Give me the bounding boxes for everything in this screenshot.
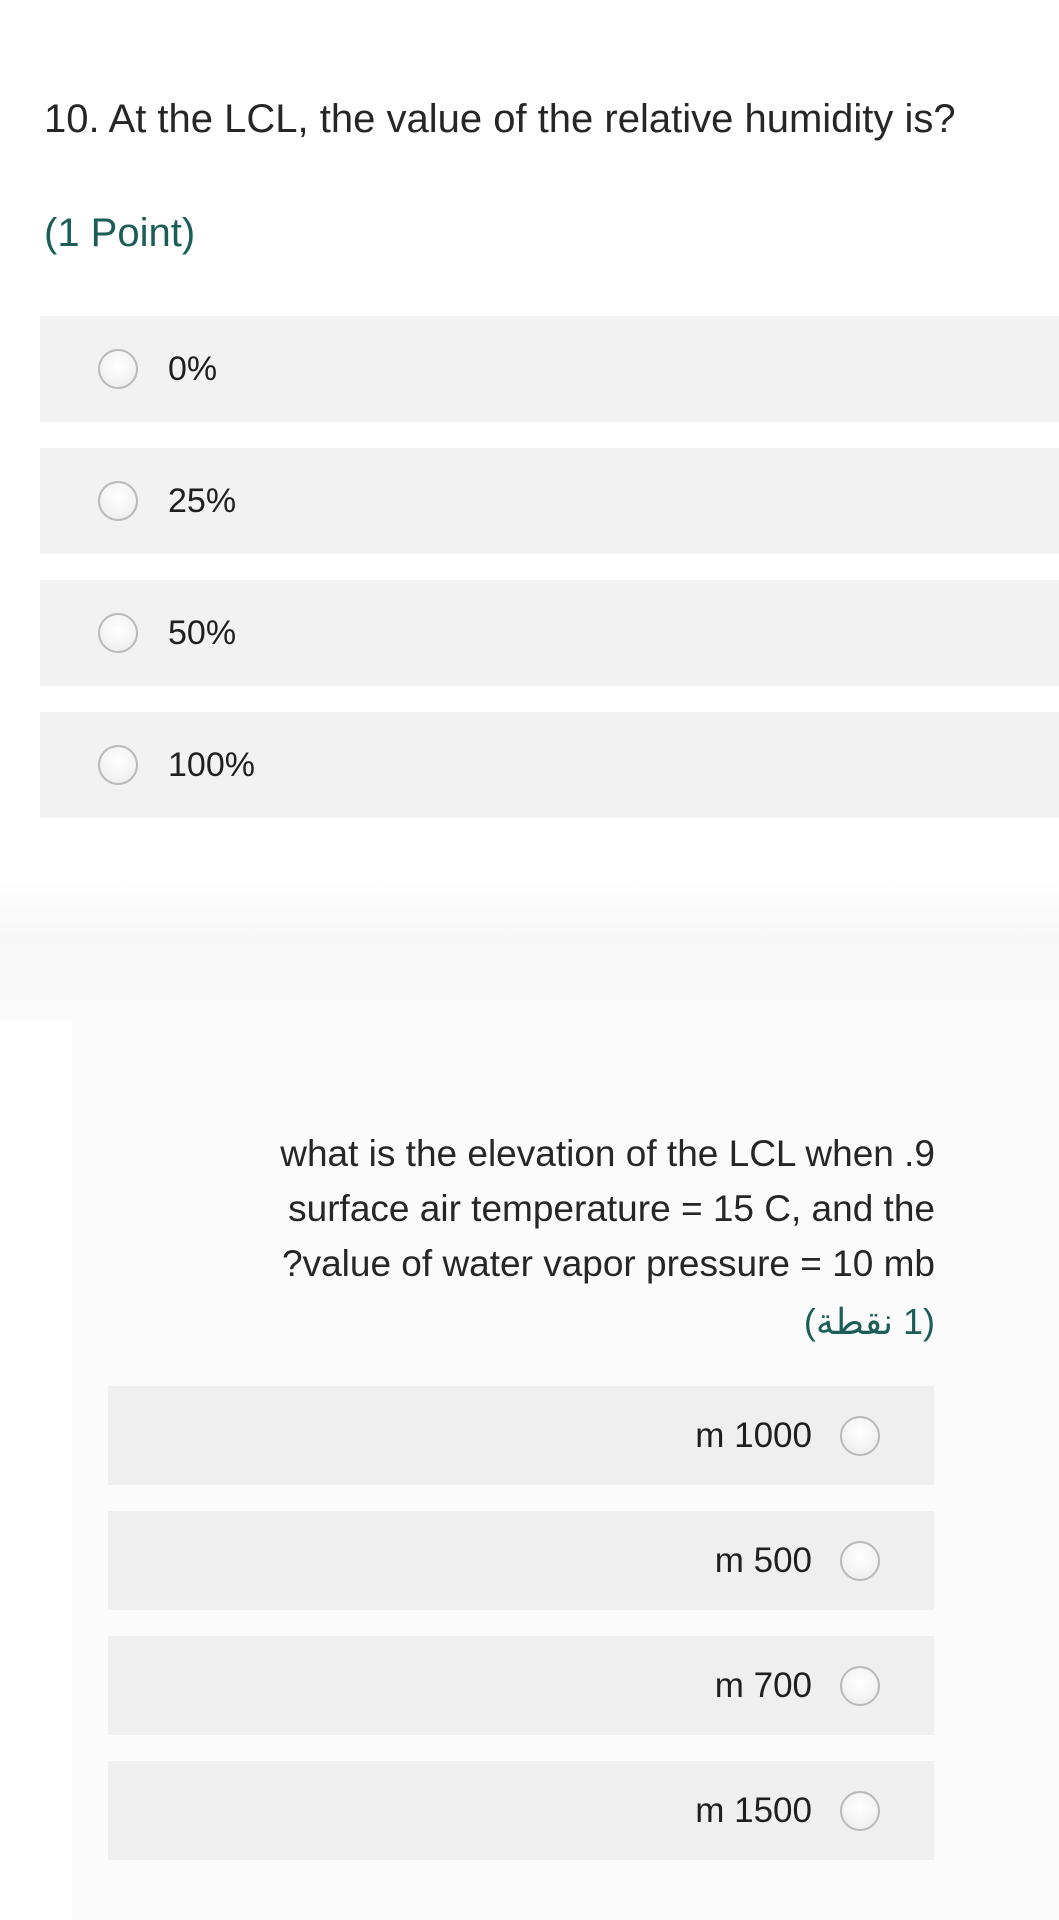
option-50-percent[interactable] [40, 580, 1059, 686]
option-1500-m[interactable] [108, 1761, 934, 1860]
option-label: 25% [168, 481, 237, 520]
radio-button[interactable] [98, 481, 138, 521]
question-9-title-line: what is the elevation of the LCL when .9 [280, 1133, 935, 1174]
question-9-title-line: surface air temperature = 15 C, and the [288, 1188, 935, 1229]
option-1000-m[interactable] [108, 1386, 934, 1485]
option-label: 100% [168, 745, 255, 784]
question-9-card [72, 1010, 1059, 1920]
option-label: m 1500 [695, 1790, 812, 1830]
question-9-points: (1 نقطة) [803, 1301, 935, 1342]
question-9-title-line: ?value of water vapor pressure = 10 mb [282, 1243, 935, 1284]
option-label: 0% [168, 349, 218, 388]
option-0-percent[interactable] [40, 316, 1059, 422]
option-100-percent[interactable] [40, 712, 1059, 818]
radio-button[interactable] [840, 1791, 880, 1831]
option-label: 50% [168, 613, 237, 652]
option-label: m 700 [714, 1665, 812, 1705]
option-label: m 500 [714, 1540, 812, 1580]
option-label: m 1000 [695, 1415, 812, 1455]
question-9-title [135, 1126, 935, 1291]
question-10-points: (1 Point) [44, 211, 196, 255]
radio-button[interactable] [98, 613, 138, 653]
question-10-card [0, 0, 1059, 840]
option-25-percent[interactable] [40, 448, 1059, 554]
radio-button[interactable] [98, 349, 138, 389]
option-700-m[interactable] [108, 1636, 934, 1735]
radio-button[interactable] [840, 1416, 880, 1456]
radio-button[interactable] [98, 745, 138, 785]
question-10-title: 10. At the LCL, the value of the relative humidity is? [44, 97, 956, 141]
option-500-m[interactable] [108, 1511, 934, 1610]
radio-button[interactable] [840, 1666, 880, 1706]
radio-button[interactable] [840, 1541, 880, 1581]
section-divider [0, 880, 1059, 1020]
